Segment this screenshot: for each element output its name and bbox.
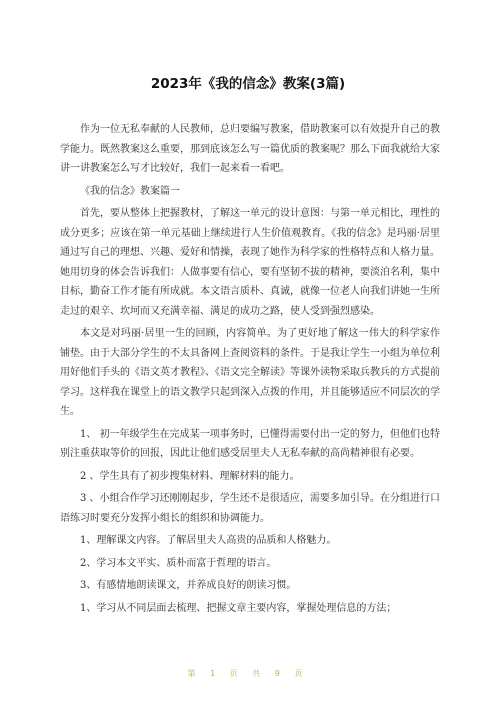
- body-paragraph: 首先，要从整体上把握教材，了解这一单元的设计意图：与第一单元相比，理性的成分更多；应该在第一单元基础上继续进行人生价值观教育。《我的信念》是玛丽·居里通过写自己的理想、兴趣、爱好和情操，表现了她作为科学家的性格特点和人格力量。她用切身的体会告诉我们：人做事要有信心，要有坚韧不拔的精神，要淡泊名利，集中目标，勤奋工作才能有所成就。本文语言质朴、真诚，就像一位老人向我们讲她一生所走过的艰辛、坎坷而又充满幸福、满足的成功之路，使人受到强烈感染。: [60, 208, 440, 317]
- objective-item: 1、理解课文内容。了解居里夫人高贵的品质和人格魅力。: [80, 535, 337, 546]
- numbered-paragraph: 3 、小组合作学习还刚刚起步，学生还不是很适应，需要多加引导。在分组进行口语练习时要充分发挥小组长的组织和协调能力。: [60, 493, 440, 524]
- document-body: [60, 120, 440, 618]
- intro-paragraph: 作为一位无私奉献的人民教师，总归要编写教案，借助教案可以有效提升自己的教学能力。既然教案这么重要，那到底该怎么写一篇优质的教案呢？那么下面我就给大家讲一讲教案怎么写才比较好，我们一起来看一看吧。: [60, 124, 440, 174]
- page-footer: 第 1 页 共 9 页: [187, 669, 309, 678]
- section-heading: 《我的信念》教案篇一: [80, 185, 180, 197]
- numbered-paragraph: 1、 初一年级学生在完成某一项事务时，已懂得需要付出一定的努力，但他们也特别注重获取等价的回报，因此让他们感受居里夫人无私奉献的高尚精神很有必要。: [60, 428, 440, 459]
- body-paragraph: 本文是对玛丽·居里一生的回顾，内容简单。为了更好地了解这一伟大的科学家作铺垫。由于大部分学生的不太具备网上查阅资料的条件。于是我让学生一小组为单位利用好他们手头的《语文英才教程》、《语文完全解读》等课外读物采取兵教兵的方式提前学习。这样我在课堂上的语文教学只起到深入点拨的作用，并且能够适应不同层次的学生。: [60, 328, 440, 417]
- numbered-paragraph: 2 、学生具有了初步搜集材料、理解材料的能力。: [80, 470, 300, 482]
- objective-item: 3、有感情地朗读课文，并养成良好的朗读习惯。: [80, 580, 297, 591]
- objective-item: 1、学习从不同层面去梳理、把握文章主要内容，掌握处理信息的方法；: [80, 602, 397, 614]
- document-title: 2023年《我的信念》教案(3篇): [150, 76, 346, 92]
- objective-item: 2、学习本文平实、质朴而富于哲理的语言。: [80, 557, 277, 569]
